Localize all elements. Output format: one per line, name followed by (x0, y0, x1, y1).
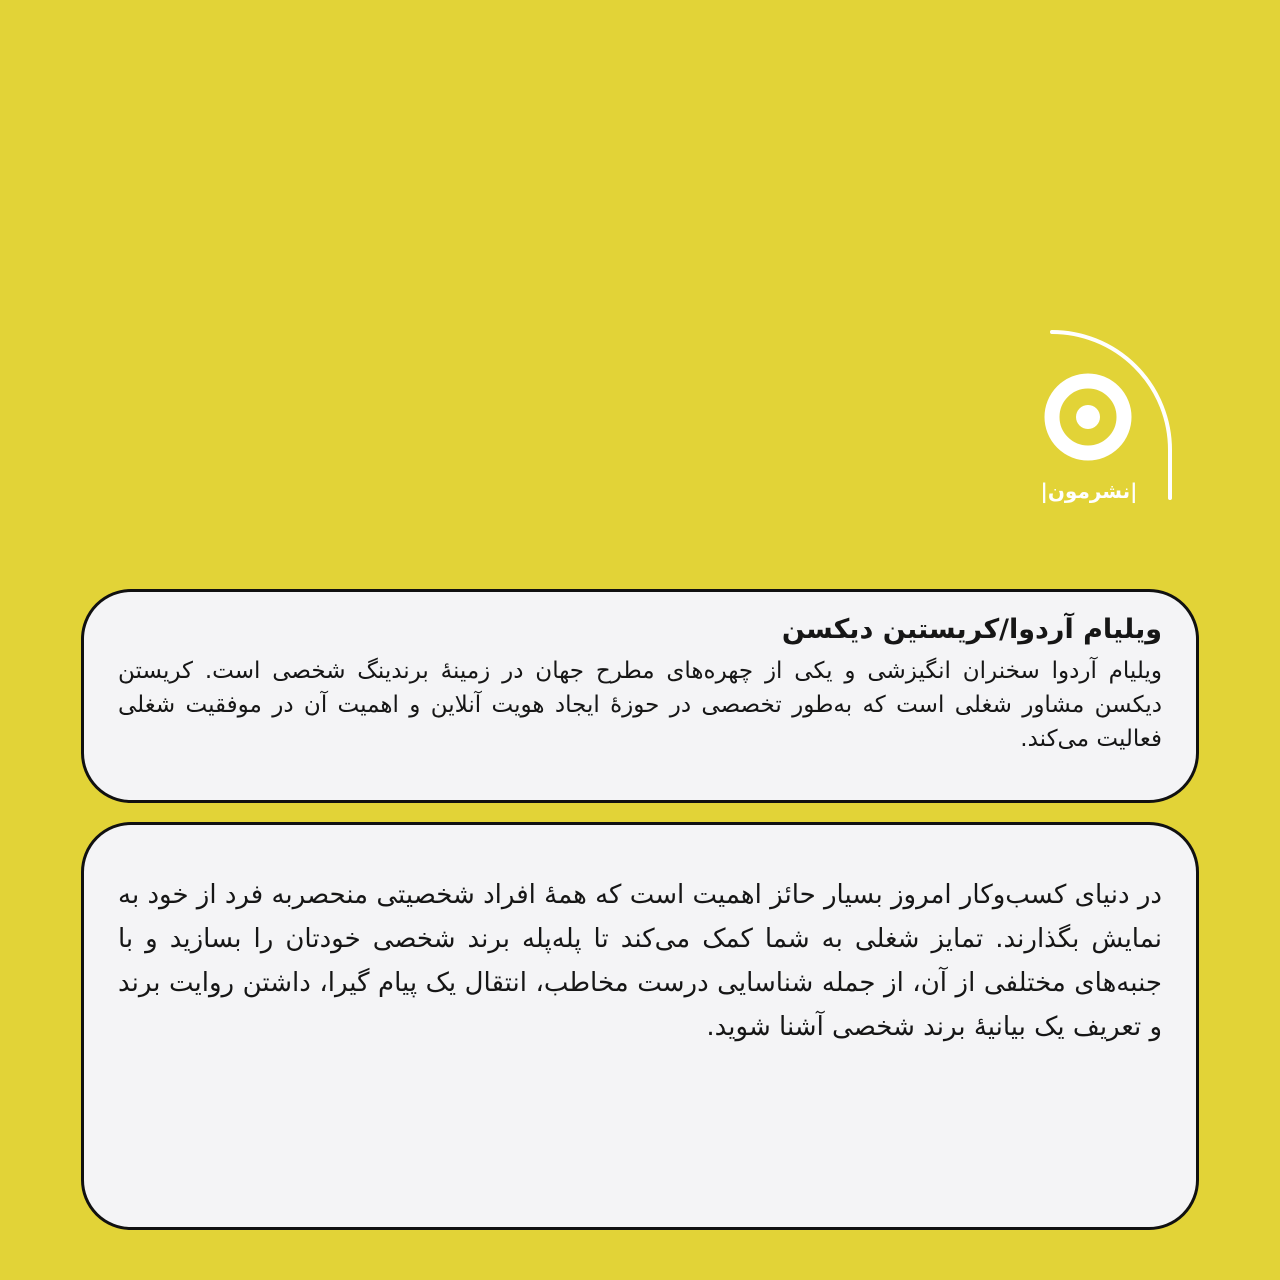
bio-card (81, 589, 1199, 803)
main-text-card (81, 822, 1199, 1230)
bio-text: ویلیام آردوا سخنران انگیزشی و یکی از چهره‌های مطرح جهان در زمینهٔ برندینگ شخصی است. کریستن دیکسن مشاور شغلی است که به‌طور تخصصی در حوزهٔ ایجاد هویت آنلاین و اهمیت آن در موفقیت شغلی فعالیت می‌کند. (118, 658, 1162, 752)
brand-name: |نشرمون| (1040, 479, 1138, 503)
bio-title: ویلیام آردوا/کریستین دیکسن (781, 614, 1162, 645)
main-text: در دنیای کسب‌وکار امروز بسیار حائز اهمیت است که همهٔ افراد شخصیتی منحصربه فرد از خود به نمایش بگذارند. تمایز شغلی به شما کمک می‌کند تا پله‌پله برند شخصی خودتان را بسازید و با جنبه‌های مختلفی از آن، از جمله شناسایی درست مخاطب، انتقال یک پیام گیرا، داشتن روایت برند و تعریف یک بیانیهٔ برند شخصی آشنا شوید. (118, 880, 1162, 1042)
brand-logo (1030, 320, 1180, 510)
